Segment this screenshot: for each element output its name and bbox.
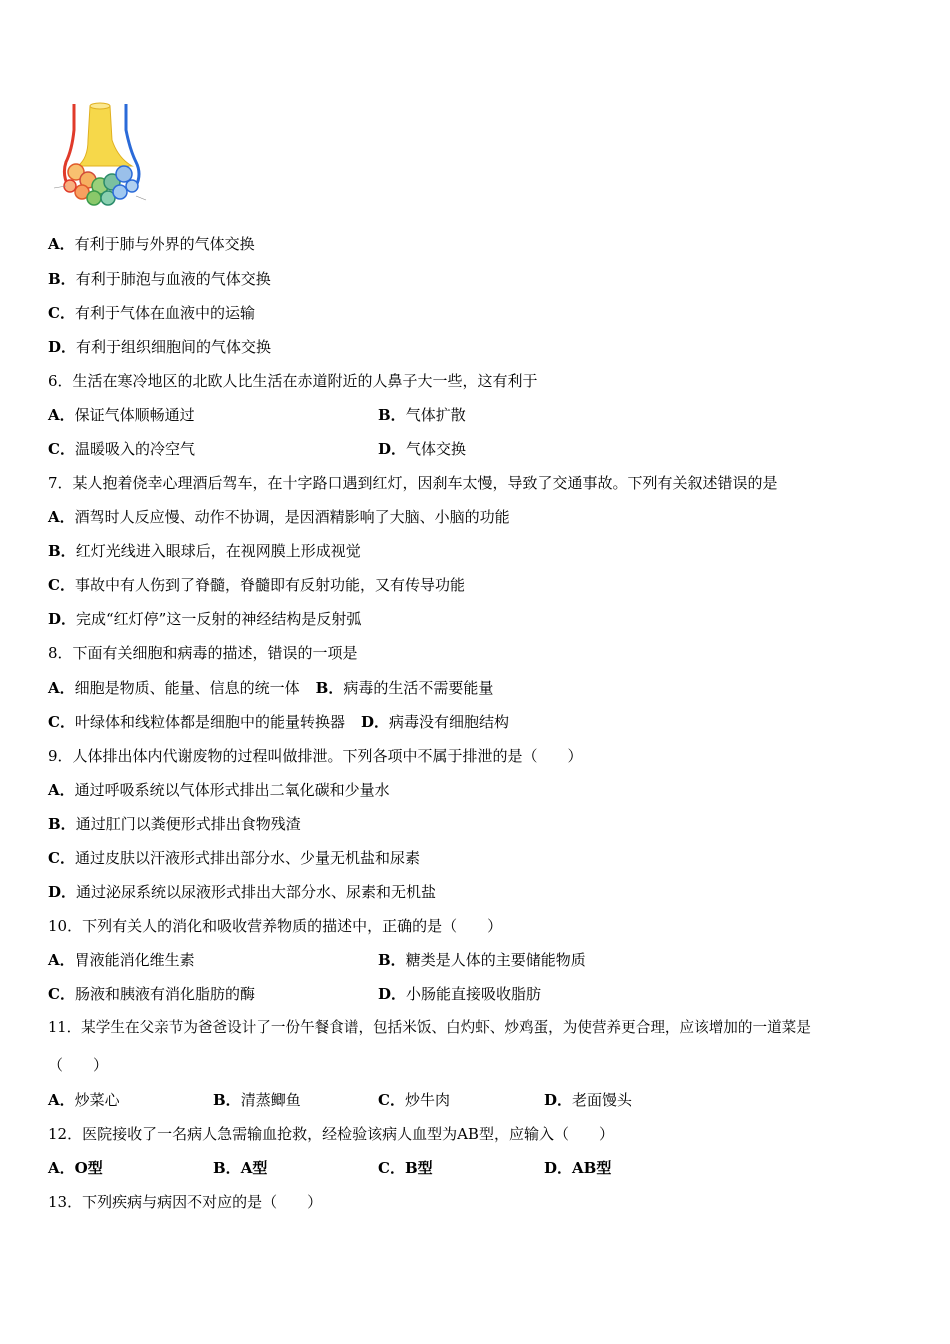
q5-option-c: C．有利于气体在血液中的运输 — [48, 304, 255, 322]
q12-option-c: C．B型 — [378, 1159, 433, 1177]
q10-stem: 10．下列有关人的消化和吸收营养物质的描述中，正确的是（ ） — [48, 917, 503, 935]
q10-option-d: D．小肠能直接吸收脂肪 — [378, 985, 542, 1003]
q5-option-d: D．有利于组织细胞间的气体交换 — [48, 338, 272, 356]
q10-option-c: C．肠液和胰液有消化脂肪的酶 — [48, 985, 255, 1003]
q13-stem: 13．下列疾病与病因不对应的是（ ） — [48, 1193, 323, 1211]
q12-option-a: A．O型 — [48, 1159, 103, 1177]
q5-option-b: B．有利于肺泡与血液的气体交换 — [48, 270, 271, 288]
q9-stem: 9．人体排出体内代谢废物的过程叫做排泄。下列各项中不属于排泄的是（ ） — [48, 747, 583, 765]
alveoli-diagram — [48, 100, 158, 218]
q9-option-c: C．通过皮肤以汗液形式排出部分水、少量无机盐和尿素 — [48, 849, 420, 867]
q12-options-row — [48, 1158, 908, 1178]
q11-option-b: B．清蒸鲫鱼 — [213, 1091, 301, 1109]
q6-option-d: D．气体交换 — [378, 440, 467, 458]
q6-options-row2 — [48, 439, 467, 459]
q6-option-b: B．气体扩散 — [378, 406, 466, 424]
q7-option-d: D．完成“红灯停”这一反射的神经结构是反射弧 — [48, 610, 362, 628]
q8-stem: 8．下面有关细胞和病毒的描述，错误的一项是 — [48, 644, 358, 662]
q6-option-a: A．保证气体顺畅通过 — [48, 406, 195, 424]
q11-blank: （ ） — [48, 1056, 109, 1074]
q7-option-a: A．酒驾时人反应慢、动作不协调，是因酒精影响了大脑、小脑的功能 — [48, 508, 510, 526]
q12-option-b: B．A型 — [213, 1159, 268, 1177]
q6-options-row1 — [48, 405, 466, 425]
q8-option-a: A．细胞是物质、能量、信息的统一体 — [48, 679, 300, 697]
q8-options-row2 — [48, 712, 509, 732]
q11-option-c: C．炒牛肉 — [378, 1091, 450, 1109]
q8-options-row1 — [48, 678, 493, 698]
q9-option-b: B．通过肛门以粪便形式排出食物残渣 — [48, 815, 301, 833]
q11-stem: 11．某学生在父亲节为爸爸设计了一份午餐食谱，包括米饭、白灼虾、炒鸡蛋，为使营养更合理，应该增加的一道菜是 — [48, 1019, 811, 1036]
q10-options-row2 — [48, 984, 542, 1004]
q10-option-a: A．胃液能消化维生素 — [48, 951, 195, 969]
q7-option-c: C．事故中有人伤到了脊髓，脊髓即有反射功能，又有传导功能 — [48, 576, 465, 594]
q8-option-d: D．病毒没有细胞结构 — [360, 713, 509, 731]
q9-option-d: D．通过泌尿系统以尿液形式排出大部分水、尿素和无机盐 — [48, 883, 437, 901]
q7-option-b: B．红灯光线进入眼球后，在视网膜上形成视觉 — [48, 542, 361, 560]
q12-option-d: D．AB型 — [544, 1159, 612, 1177]
q9-option-a: A．通过呼吸系统以气体形式排出二氧化碳和少量水 — [48, 781, 390, 799]
q12-stem: 12．医院接收了一名病人急需输血抢救，经检验该病人血型为AB型，应输入（ ） — [48, 1125, 614, 1143]
q7-stem: 7．某人抱着侥幸心理酒后驾车，在十字路口遇到红灯，因刹车太慢，导致了交通事故。下列有关叙述错误的是 — [48, 474, 778, 492]
q10-options-row1 — [48, 950, 586, 970]
q10-option-b: B．糖类是人体的主要储能物质 — [378, 951, 586, 969]
q5-option-a: A．有利于肺与外界的气体交换 — [48, 235, 255, 253]
q8-option-c: C．叶绿体和线粒体都是细胞中的能量转换器 — [48, 713, 345, 731]
q11-option-d: D．老面馒头 — [544, 1091, 633, 1109]
q8-option-b: B．病毒的生活不需要能量 — [315, 679, 494, 697]
q6-stem: 6．生活在寒冷地区的北欧人比生活在赤道附近的人鼻子大一些，这有利于 — [48, 372, 538, 390]
q11-options-row — [48, 1090, 908, 1110]
q11-option-a: A．炒菜心 — [48, 1091, 120, 1109]
q6-option-c: C．温暖吸入的冷空气 — [48, 440, 195, 458]
